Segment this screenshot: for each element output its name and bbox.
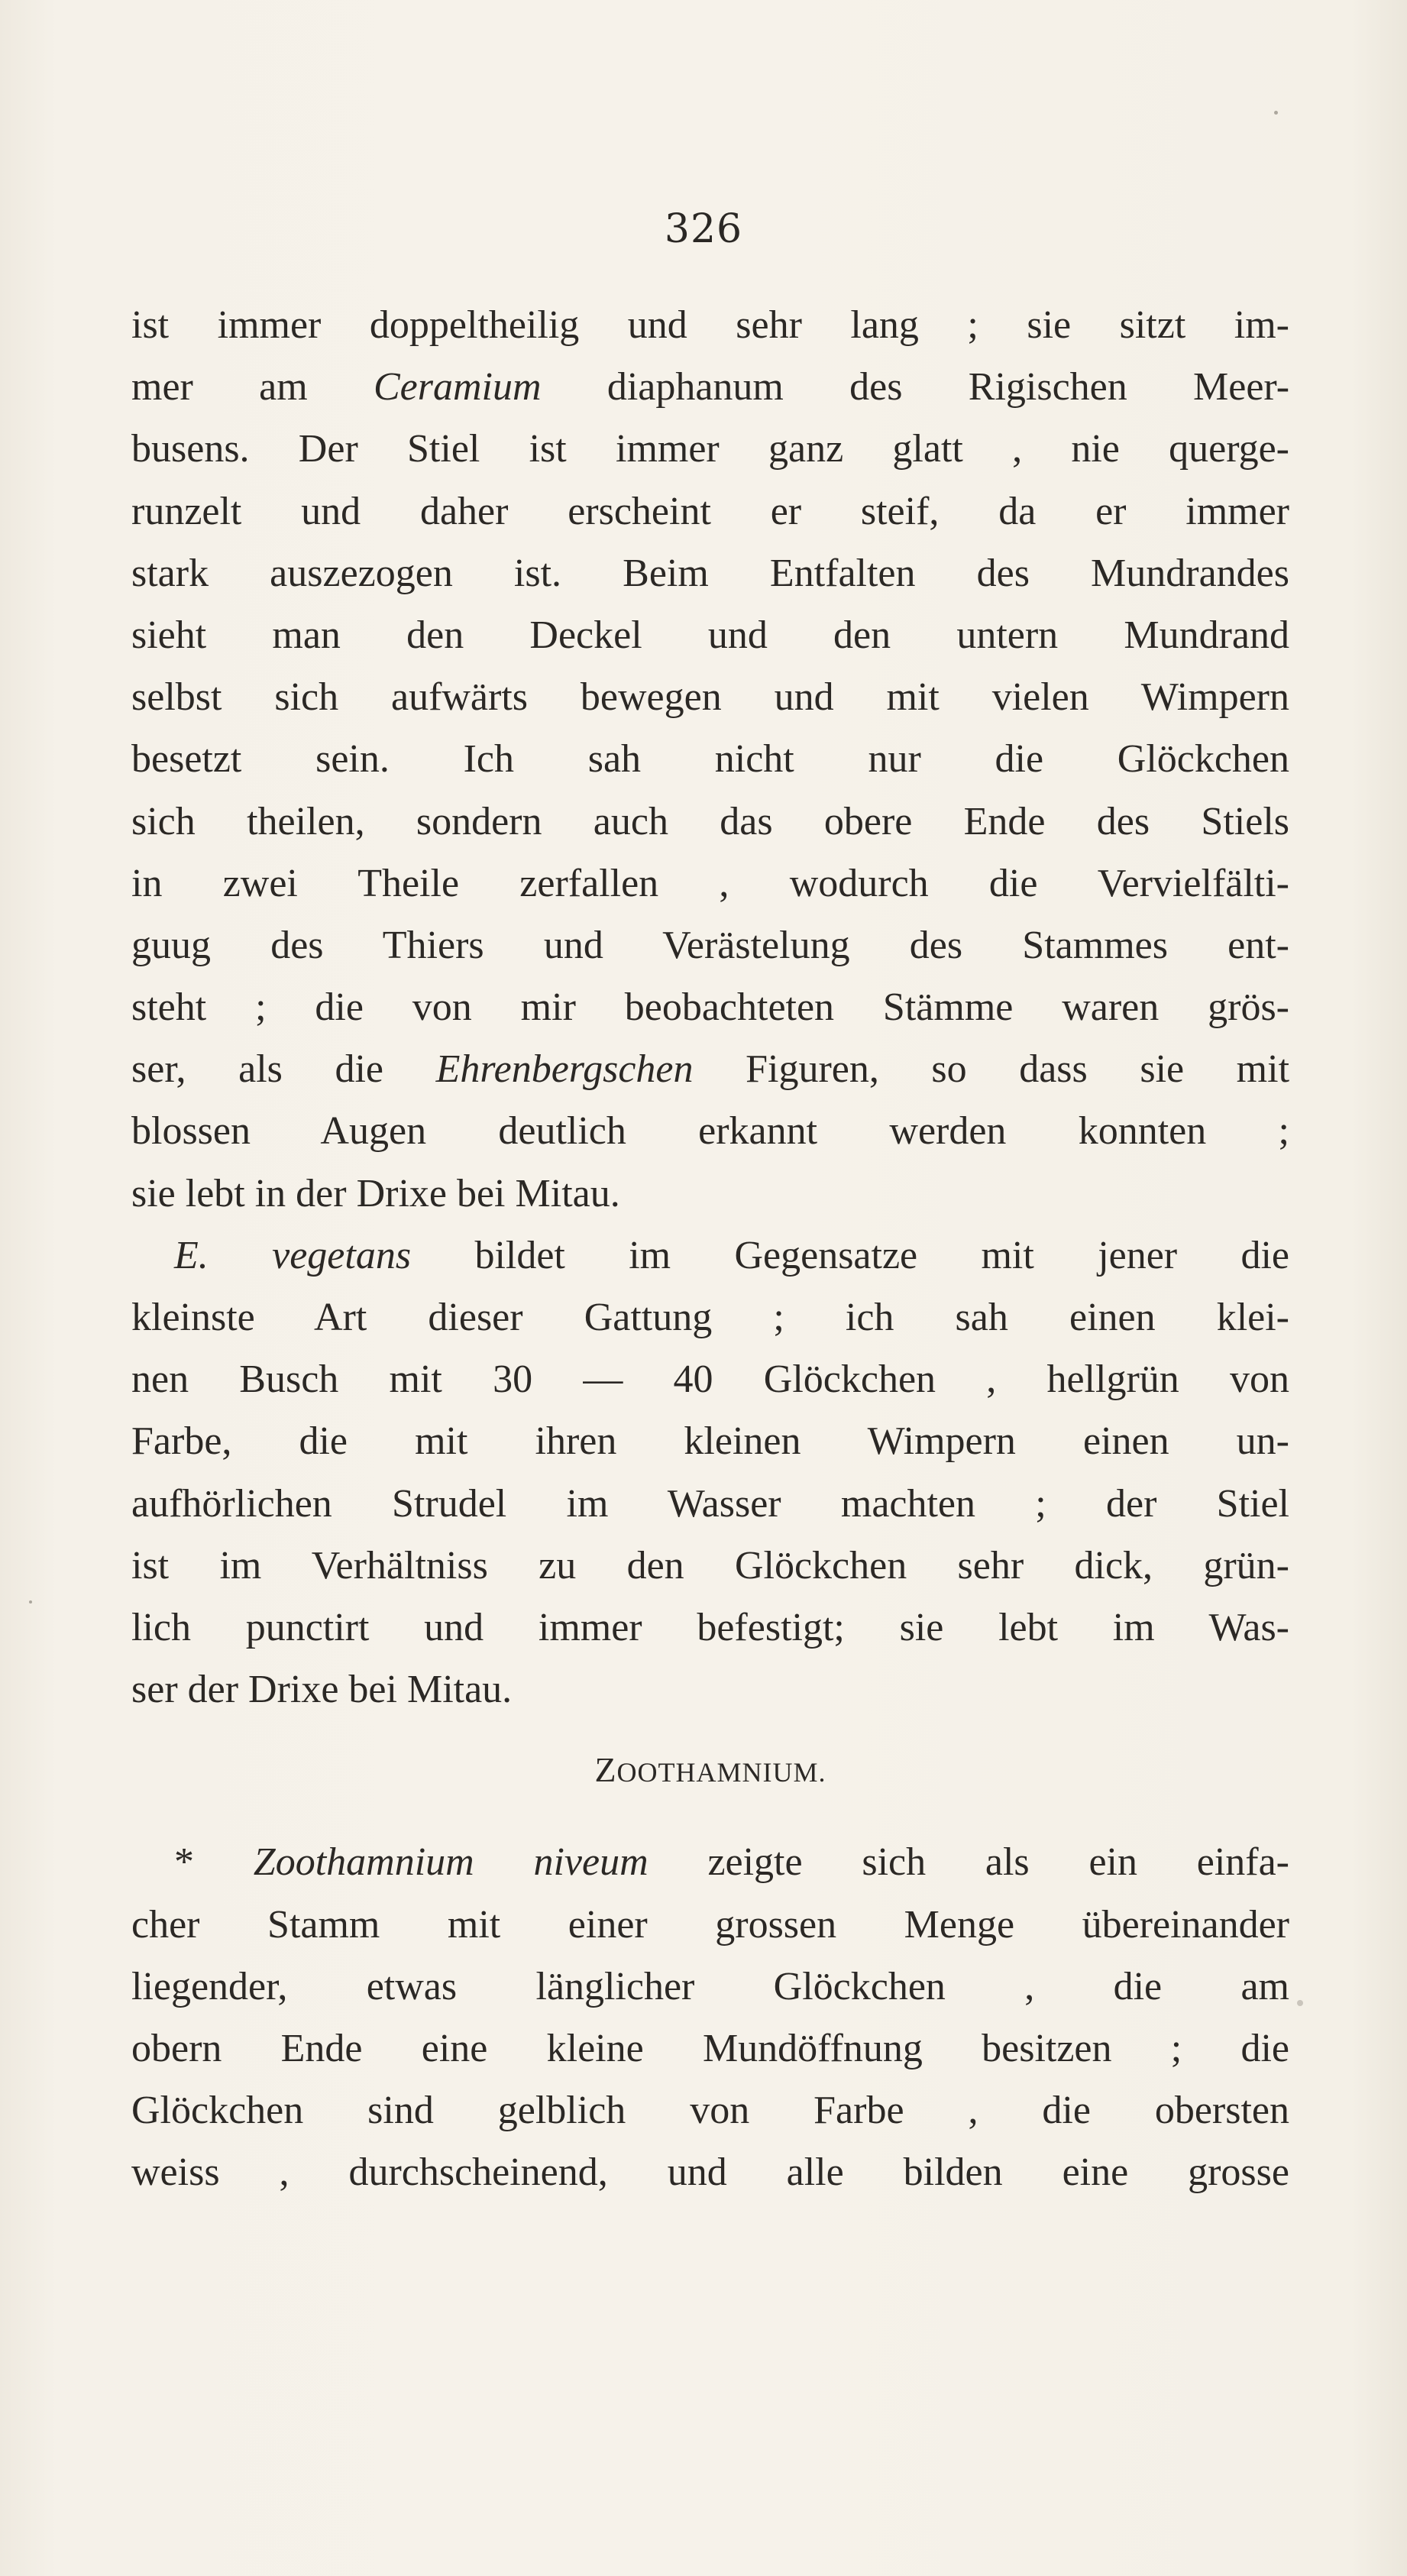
italic-term: Ehrenbergschen <box>435 1047 694 1092</box>
page-number: 326 <box>664 206 743 252</box>
paper-speck <box>29 1600 32 1604</box>
text-line: mer am Ceramium diaphanum des Rigischen Meer- <box>131 365 1289 409</box>
text-line: lich punctirt und immer befestigt; sie lebt im Was- <box>131 1605 1289 1649</box>
text-line: guug des Thiers und Verästelung des Stammes ent- <box>131 923 1289 967</box>
text-line: liegender, etwas länglicher Glöckchen , die am <box>131 1964 1289 2008</box>
text-line: stark auszezogen ist. Beim Entfalten des Mundrandes <box>131 551 1289 595</box>
text-line: sich theilen, sondern auch das obere Ende des Stiels <box>131 799 1289 843</box>
text-line: weiss , durchscheinend, und alle bilden eine grosse <box>131 2150 1289 2195</box>
paper-speck <box>1297 2000 1303 2006</box>
text-line: ist im Verhältniss zu den Glöckchen sehr dick, grün- <box>131 1543 1289 1587</box>
text-line: * Zoothamnium niveum zeigte sich als ein einfa- <box>174 1840 1289 1885</box>
text-line: busens. Der Stiel ist immer ganz glatt , nie querge- <box>131 427 1289 471</box>
text-line: ser der Drixe bei Mitau. <box>131 1668 513 1712</box>
asterisk-mark: * <box>174 1840 194 1885</box>
paragraph-2 <box>131 1225 1289 1721</box>
text-line: selbst sich aufwärts bewegen und mit vielen Wimpern <box>131 675 1289 720</box>
italic-term: E. vegetans <box>174 1233 412 1277</box>
text-line: ist immer doppeltheilig und sehr lang ; sie sitzt im- <box>131 303 1289 347</box>
text-line: blossen Augen deutlich erkannt werden konnten ; <box>131 1109 1289 1154</box>
text-line: runzelt und daher erscheint er steif, da er immer <box>131 489 1289 533</box>
text-line: sie lebt in der Drixe bei Mitau. <box>131 1171 620 1215</box>
text-line: kleinste Art dieser Gattung ; ich sah einen klei- <box>131 1296 1289 1339</box>
paragraph-3 <box>131 1831 1289 2203</box>
text-line: sieht man den Deckel und den untern Mundrand <box>131 613 1289 657</box>
text-line: Farbe, die mit ihren kleinen Wimpern einen un- <box>131 1419 1289 1464</box>
section-heading: ZOOTHAMNIUM. <box>594 1750 826 1790</box>
text-line: aufhörlichen Strudel im Wasser machten ; der Stiel <box>131 1481 1289 1526</box>
text-line: Glöckchen sind gelblich von Farbe , die obersten <box>131 2089 1289 2133</box>
text-line: in zwei Theile zerfallen , wodurch die Vervielfälti- <box>131 861 1289 905</box>
text-line: ser, als die Ehrenbergschen Figuren, so dass sie mit <box>131 1047 1289 1092</box>
text-line: obern Ende eine kleine Mundöffnung besitzen ; die <box>131 2026 1289 2070</box>
text-line: E. vegetans bildet im Gegensatze mit jener die <box>174 1233 1289 1277</box>
italic-term: Ceramium <box>373 365 542 409</box>
text-line: cher Stamm mit einer grossen Menge übereinander <box>131 1902 1289 1947</box>
italic-term: Zoothamnium niveum <box>253 1840 649 1885</box>
paper-speck <box>1274 111 1278 115</box>
section-heading-row <box>131 1720 1289 1831</box>
paragraph-1 <box>131 294 1289 1225</box>
text-line: nen Busch mit 30 — 40 Glöckchen , hellgrün von <box>131 1358 1289 1402</box>
body-text <box>131 294 1289 2203</box>
text-line: steht ; die von mir beobachteten Stämme waren grös- <box>131 985 1289 1030</box>
text-line: besetzt sein. Ich sah nicht nur die Glöckchen <box>131 737 1289 782</box>
